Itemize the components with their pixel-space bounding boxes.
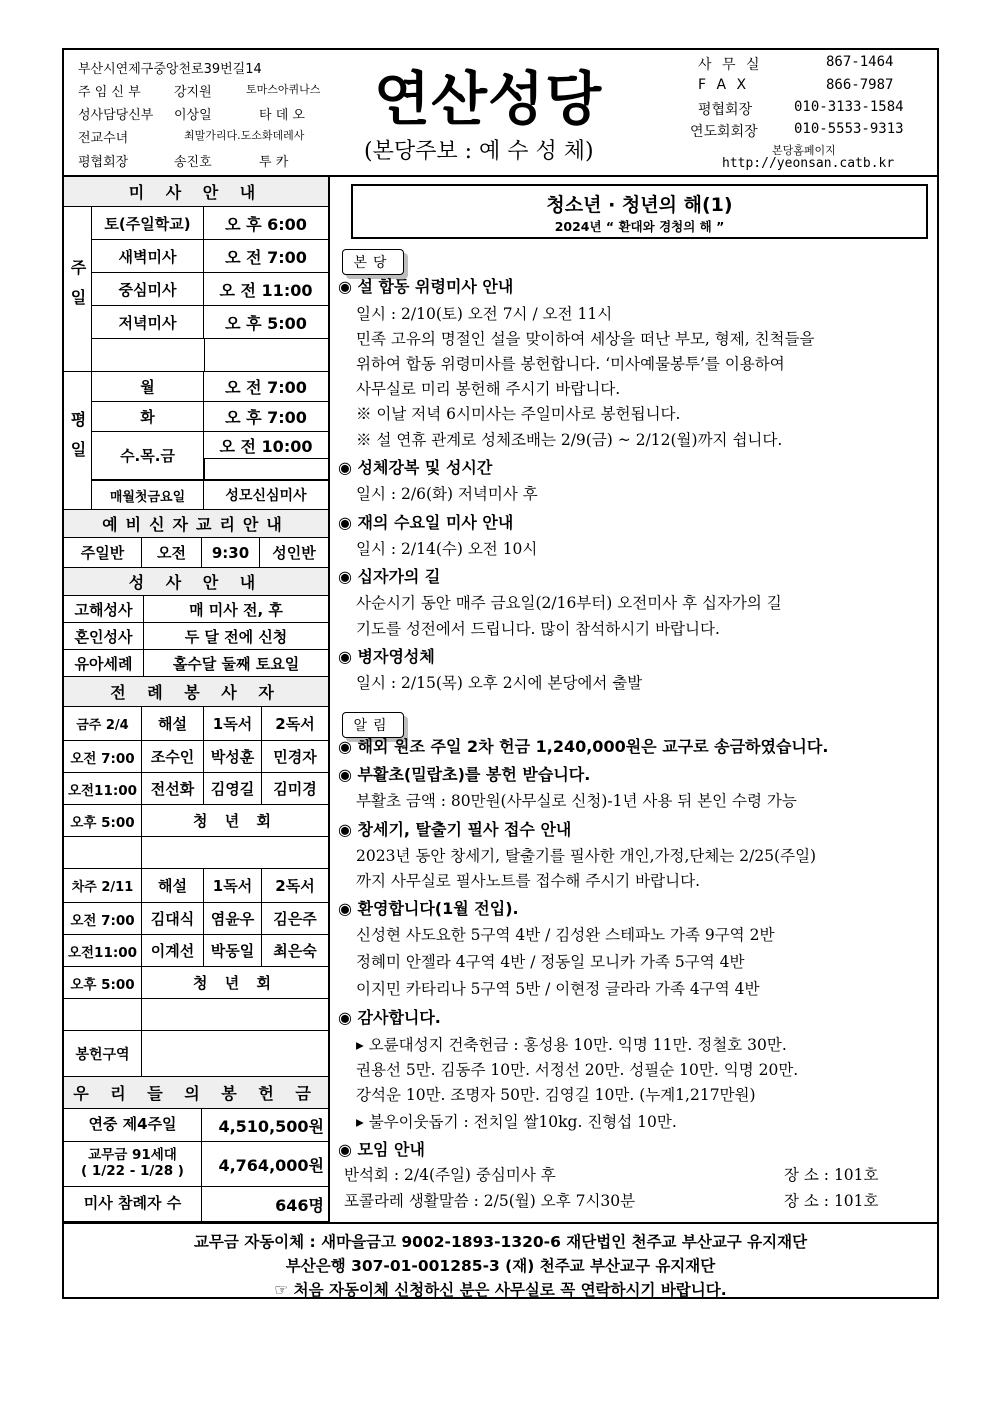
mass-time: 오 전 7:00	[225, 378, 307, 397]
offering-value: 646명	[275, 1195, 324, 1215]
staff-saint: 타 데 오	[259, 108, 305, 123]
liturgy-cell: 조수인	[142, 741, 204, 772]
liturgy-cell: 김영길	[204, 773, 262, 804]
catechumen-cell: 주일반	[64, 538, 142, 567]
notice-text: 강석운 10만. 조명자 50만. 김영길 10만. (누계1,217만원)	[356, 1086, 756, 1104]
staff-saint: 토마스아퀴나스	[246, 83, 321, 96]
notice-text: 신성현 사도요한 5구역 4반 / 김성완 스테파노 가족 9구역 2반	[356, 926, 775, 944]
notice-heading: ◉ 창세기, 탈출기 필사 접수 안내	[338, 820, 572, 839]
empty-cell	[64, 999, 142, 1030]
weekday-mass-row	[92, 372, 328, 402]
staff-role: 주 임 신 부	[78, 85, 141, 100]
liturgy-cell: 이계선	[142, 935, 204, 966]
catechumen-section-title: 예비신자교리안내	[64, 510, 328, 538]
liturgy-cell: 김미경	[273, 780, 317, 798]
liturgy-cell: 박동일	[204, 935, 262, 966]
liturgy-cell: 오전 7:00	[64, 741, 142, 772]
mass-time: 오 후 7:00	[225, 408, 307, 427]
notice-text: 권용선 5만. 김동주 10만. 서정선 20만. 성필순 10만. 익명 20만.	[356, 1061, 799, 1079]
contact-value: 866-7987	[826, 77, 894, 93]
right-column	[332, 177, 937, 1222]
notice-heading: ◉ 설 합동 위령미사 안내	[338, 277, 514, 296]
contact-label: 사 무 실	[698, 57, 763, 73]
catechumen-cell: 오전	[142, 538, 202, 567]
notice-text: 사순시기 동안 매주 금요일(2/16부터) 오전미사 후 십자가의 길	[356, 594, 782, 612]
mass-name: 저녁미사	[92, 306, 204, 338]
weekday-mass-row	[92, 402, 328, 432]
liturgy-cell: 오전11:00	[64, 935, 142, 966]
contact-value: 010-3133-1584	[794, 99, 904, 115]
offering-row	[64, 1109, 328, 1142]
contact-value: 867-1464	[826, 54, 894, 70]
liturgy-cell: 박성훈	[204, 741, 262, 772]
offering-value: 4,510,500원	[218, 1116, 324, 1136]
offering-value: 4,764,000원	[218, 1155, 324, 1175]
page-subtitle: (본당주보 : 예 수 성 체)	[364, 139, 594, 164]
footer-line-1: 교무금 자동이체 : 새마을금고 9002-1893-1320-6 재단법인 천주교 부산교구 유지재단	[193, 1233, 808, 1251]
mass-name: 토(주일학교)	[92, 207, 204, 239]
notice-text: 부활초 금액 : 80만원(사무실로 신청)-1년 사용 뒤 본인 수령 가능	[356, 792, 797, 810]
tab-parish: 본당	[342, 249, 404, 275]
notice-text: ▸ 불우이웃돕기 : 전치일 쌀10kg. 진형섭 10만.	[356, 1113, 677, 1131]
divider	[204, 458, 328, 459]
notice-text: ※ 설 연휴 관계로 성체조배는 2/9(금) ~ 2/12(월)까지 쉽니다.	[356, 431, 783, 449]
liturgy-head-cell: 해설	[142, 707, 204, 740]
offering-row	[64, 1142, 328, 1187]
offering-name: 미사 참례자 수	[64, 1187, 202, 1221]
mass-name: 월	[92, 372, 204, 401]
catechumen-row	[64, 538, 328, 568]
divider	[204, 459, 205, 480]
staff-role: 성사담당신부	[78, 108, 154, 123]
liturgy-evening-row	[64, 805, 328, 837]
staff-role: 평협회장	[78, 155, 129, 170]
staff-name: 강지원	[174, 85, 212, 100]
liturgy-cell: 김은주	[273, 910, 317, 928]
liturgy-cell: 청 년 회	[193, 974, 277, 992]
sacrament-value: 매 미사 전, 후	[189, 600, 283, 619]
liturgy-cell: 민경자	[273, 748, 317, 766]
liturgy-cell: 최은숙	[273, 942, 317, 960]
offering-name: 연중 제4주일	[64, 1109, 202, 1141]
liturgy-evening-row	[64, 967, 328, 999]
catechumen-cell: 9:30	[202, 538, 260, 567]
notice-text: ▸ 오륜대성지 건축헌금 : 홍성용 10만. 익명 11만. 정철호 30만.	[356, 1036, 787, 1054]
meeting-place: 장 소 : 101호	[784, 1192, 879, 1210]
offering-row	[64, 1187, 328, 1222]
meeting-text: 포콜라레 생활말씀 : 2/5(월) 오후 7시30분	[344, 1192, 636, 1210]
liturgy-cell: 오후 5:00	[64, 805, 142, 836]
liturgy-head-cell: 차주 2/11	[64, 869, 142, 902]
mass-time: 오 후 5:00	[225, 313, 307, 333]
liturgy-head-cell: 1독서	[204, 707, 262, 740]
offering-name: 교무금 91세대 ( 1/22 - 1/28 )	[64, 1142, 202, 1186]
notice-heading: ◉ 모임 안내	[338, 1140, 425, 1159]
contact-label: 연도회회장	[690, 124, 758, 140]
liturgy-row	[64, 935, 328, 967]
notice-heading: ◉ 해외 원조 주일 2차 헌금 1,240,000원은 교구로 송금하였습니다.	[338, 737, 829, 756]
homepage-link[interactable]: http://yeonsan.catb.kr	[722, 156, 895, 171]
liturgy-head-row	[64, 869, 328, 903]
liturgy-section-title: 전 례 봉 사 자	[64, 677, 328, 707]
notice-text: 사무실로 미리 봉헌해 주시기 바랍니다.	[356, 380, 621, 398]
liturgy-row	[64, 773, 328, 805]
sacrament-name: 고해성사	[64, 596, 144, 622]
mass-name: 수.목.금	[92, 432, 204, 479]
sacrament-name: 유아세례	[64, 650, 144, 676]
page-title: 연산성당	[374, 65, 603, 133]
empty-cell	[64, 837, 142, 868]
sacrament-row	[64, 650, 328, 677]
mass-time: 오 전 7:00	[225, 247, 307, 267]
notice-text: 기도를 성전에서 드립니다. 많이 참석하시기 바랍니다.	[356, 620, 720, 638]
sacrament-section-title: 성 사 안 내	[64, 568, 328, 596]
liturgy-head-cell: 1독서	[204, 869, 262, 902]
empty-row	[64, 837, 328, 869]
liturgy-head-cell: 2독서	[275, 877, 315, 895]
offering-district-label: 봉헌구역	[64, 1031, 142, 1076]
first-friday-name: 매월첫금요일	[92, 481, 204, 509]
staff-name: 이상일	[174, 108, 212, 123]
notice-text: 일시 : 2/14(수) 오전 10시	[356, 540, 538, 558]
liturgy-head-row	[64, 707, 328, 741]
sunday-mass-row	[92, 306, 328, 339]
banner-subtitle: 2024년 “ 환대와 경청의 해 ”	[554, 219, 725, 234]
mass-name: 새벽미사	[92, 240, 204, 272]
notice-heading: ◉ 재의 수요일 미사 안내	[338, 513, 514, 532]
liturgy-head-cell: 금주 2/4	[64, 707, 142, 740]
liturgy-cell: 염윤우	[204, 903, 262, 934]
notice-text: 민족 고유의 명절인 설을 맞이하여 세상을 떠난 부모, 형제, 친척들을	[356, 330, 815, 348]
left-column	[64, 177, 330, 1222]
footer	[64, 1222, 937, 1299]
mass-time: 오 후 6:00	[225, 214, 307, 234]
notice-text: 정혜미 안젤라 4구역 4반 / 정동일 모니카 가족 5구역 4반	[356, 953, 745, 971]
catechumen-cell: 성인반	[272, 544, 316, 562]
mass-time: 오 전 11:00	[219, 280, 313, 300]
liturgy-cell: 오전 7:00	[64, 903, 142, 934]
mass-section-title: 미 사 안 내	[64, 177, 328, 207]
first-friday-value: 성모신심미사	[225, 488, 307, 504]
sacrament-value: 두 달 전에 신청	[184, 627, 288, 646]
liturgy-cell: 전선화	[142, 773, 204, 804]
notice-heading: ◉ 병자영성체	[338, 647, 435, 666]
liturgy-row	[64, 741, 328, 773]
empty-row	[92, 339, 328, 372]
footer-line-2: 부산은행 307-01-001285-3 (재) 천주교 부산교구 유지재단	[285, 1257, 716, 1275]
staff-name: 최말가리다.도소화데레사	[184, 129, 305, 142]
notice-heading: ◉ 성체강복 및 성시간	[338, 458, 493, 477]
mass-name: 화	[92, 402, 204, 431]
notice-text: 2023년 동안 창세기, 탈출기를 필사한 개인,가정,단체는 2/25(주일)	[356, 847, 817, 865]
offering-section-title: 우 리 들 의 봉 헌 금	[64, 1077, 328, 1109]
liturgy-cell: 오후 5:00	[64, 967, 142, 998]
offering-district-row	[64, 1031, 328, 1077]
notice-text: 이지민 카타리나 5구역 5반 / 이현정 글라라 가족 4구역 4반	[356, 980, 760, 998]
sunday-mass-row	[92, 273, 328, 306]
mass-name: 중심미사	[92, 273, 204, 305]
liturgy-row	[64, 903, 328, 935]
banner-title: 청소년 · 청년의 해(1)	[546, 194, 733, 216]
sunday-mass-row	[92, 207, 328, 240]
meeting-text: 반석회 : 2/4(주일) 중심미사 후	[344, 1166, 556, 1184]
sacrament-row	[64, 623, 328, 650]
footer-line-3: ☞ 처음 자동이체 신청하신 분은 사무실로 꼭 연락하시기 바랍니다.	[274, 1281, 727, 1299]
notice-heading: ◉ 감사합니다.	[338, 1008, 441, 1027]
notice-text: 위하여 합동 위령미사를 봉헌합니다. ‘미사예물봉투’를 이용하여	[356, 355, 785, 373]
empty-cell	[142, 837, 328, 868]
notice-heading: ◉ 환영합니다(1월 전입).	[338, 899, 519, 918]
first-friday-row	[92, 481, 328, 510]
contact-value: 010-5553-9313	[794, 121, 904, 137]
notice-text: 일시 : 2/10(토) 오전 7시 / 오전 11시	[356, 305, 613, 323]
contact-label: F A X	[698, 77, 750, 93]
sacrament-value: 홀수달 둘째 토요일	[172, 654, 300, 673]
liturgy-cell: 청 년 회	[193, 812, 277, 830]
notice-text: 일시 : 2/6(화) 저녁미사 후	[356, 485, 538, 503]
notice-text: 까지 사무실로 필사노트를 접수해 주시기 바랍니다.	[356, 872, 700, 890]
staff-name: 송진호	[174, 155, 212, 170]
address: 부산시연제구중앙천로39번길14	[78, 62, 262, 77]
notice-text: ※ 이날 저녁 6시미사는 주일미사로 봉헌됩니다.	[356, 405, 681, 423]
mass-time: 오 전 10:00	[219, 437, 313, 456]
liturgy-cell: 김대식	[142, 903, 204, 934]
notice-heading: ◉ 부활초(밀랍초)를 봉헌 받습니다.	[338, 765, 591, 784]
weekday-label: 평일	[64, 372, 92, 510]
sunday-label: 주일	[64, 207, 92, 372]
notice-heading: ◉ 십자가의 길	[338, 567, 441, 586]
sacrament-name: 혼인성사	[64, 623, 144, 649]
empty-cell	[142, 999, 328, 1030]
contact-label: 평협회장	[698, 102, 753, 118]
bulletin-page	[62, 48, 939, 1299]
homepage-label: 본당홈페이지	[772, 144, 836, 157]
staff-role: 전교수녀	[78, 131, 129, 146]
meeting-place: 장 소 : 101호	[784, 1166, 879, 1184]
divider	[204, 339, 205, 372]
liturgy-head-cell: 2독서	[275, 715, 315, 733]
liturgy-cell: 오전11:00	[64, 773, 142, 804]
weekday-mass-row	[92, 432, 328, 480]
notice-text: 일시 : 2/15(목) 오후 2시에 본당에서 출발	[356, 674, 643, 692]
theme-banner	[351, 184, 928, 239]
sacrament-row	[64, 596, 328, 623]
sunday-mass-row	[92, 240, 328, 273]
tab-notice: 알림	[342, 712, 404, 738]
empty-cell	[142, 1031, 328, 1076]
staff-saint: 투 카	[259, 155, 289, 170]
liturgy-head-cell: 해설	[142, 869, 204, 902]
empty-row	[64, 999, 328, 1031]
header	[64, 50, 937, 177]
